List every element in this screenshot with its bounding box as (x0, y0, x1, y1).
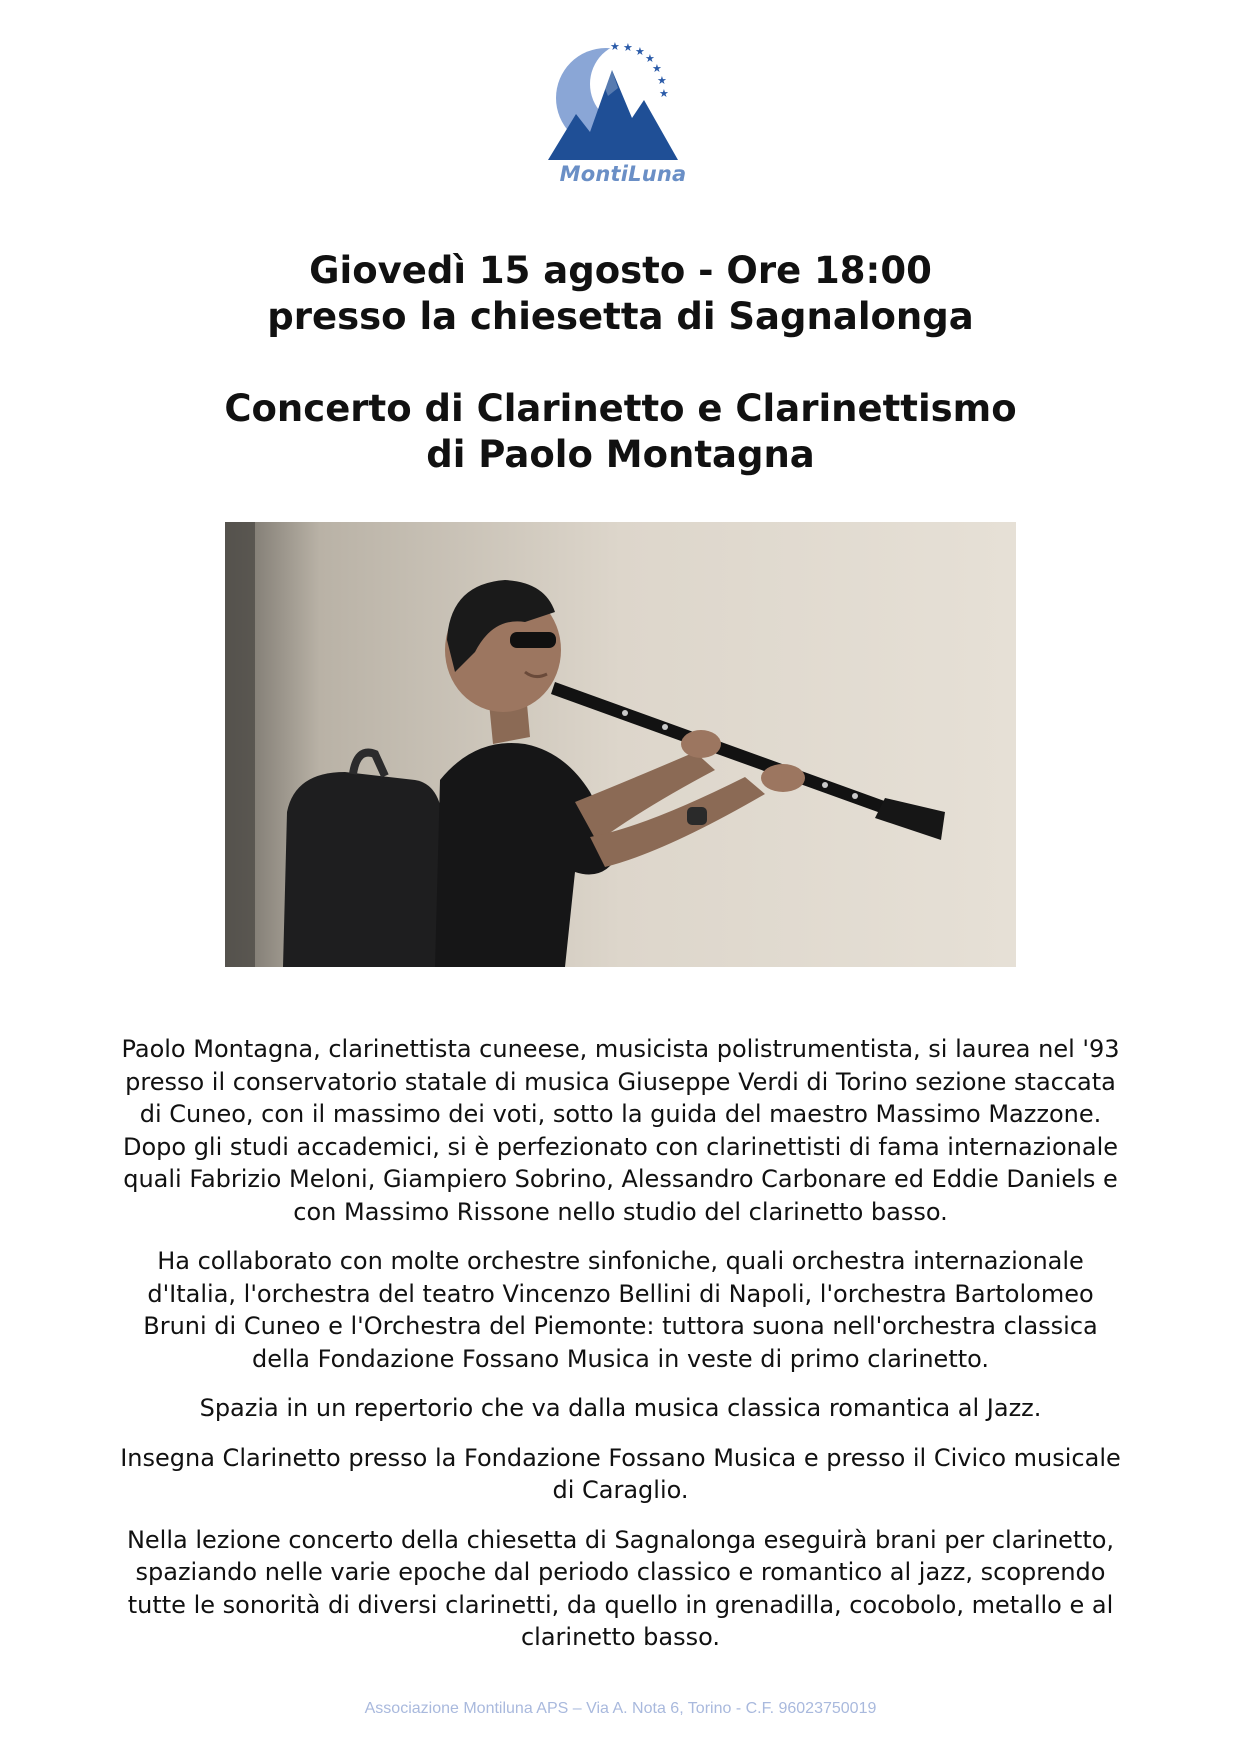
biography-paragraph: Paolo Montagna, clarinettista cuneese, musicista polistrumentista, si laurea nel '93 presso il conservatorio statale di musica Giuseppe Verdi di Torino sezione staccata di Cuneo, con il massimo dei voti, sotto la guida del maestro Massimo Mazzone. Dopo gli studi accademici, si è perfezionato con clarinettisti di fama internazionale quali Fabrizio Meloni, Giampiero Sobrino, Alessandro Carbonare ed Eddie Daniels e con Massimo Rissone nello studio del clarinetto basso. (121, 1035, 1120, 1226)
clarinetist-photo-illustration (225, 522, 1016, 967)
svg-text:★: ★ (635, 45, 645, 58)
concert-heading (100, 386, 1141, 478)
svg-text:★: ★ (657, 74, 667, 87)
footer-association-info: Associazione Montiluna APS – Via A. Nota 6, Torino - C.F. 96023750019 (364, 1700, 877, 1717)
biography-paragraph: Ha collaborato con molte orchestre sinfoniche, quali orchestra internazionale d'Italia, l'orchestra del teatro Vincenzo Bellini di Napoli, l'orchestra Bartolomeo Bruni di Cuneo e l'Orchestra del Piemonte: tuttora suona nell'orchestra classica della Fondazione Fossano Musica in veste di primo clarinetto. (143, 1247, 1098, 1373)
artist-biography (118, 1033, 1123, 1671)
clarinetist-photo (225, 522, 1016, 967)
moon-mountains-stars-icon (548, 40, 698, 165)
svg-text:★: ★ (659, 87, 669, 100)
svg-text:★: ★ (610, 40, 620, 53)
svg-text:★: ★ (645, 52, 655, 65)
montiluna-logo (548, 40, 698, 190)
biography-paragraph: Spazia in un repertorio che va dalla musica classica romantica al Jazz. (199, 1394, 1042, 1422)
concert-artist: di Paolo Montagna (426, 433, 815, 476)
svg-text:★: ★ (623, 41, 633, 54)
biography-paragraph: Insegna Clarinetto presso la Fondazione Fossano Musica e presso il Civico musicale di Caraglio. (120, 1443, 1121, 1504)
concert-title: Concerto di Clarinetto e Clarinettismo (224, 387, 1017, 430)
logo-text: MontiLuna (559, 162, 687, 186)
event-date-time: Giovedì 15 agosto - Ore 18:00 (309, 249, 932, 292)
biography-paragraph: Nella lezione concerto della chiesetta di Sagnalonga eseguirà brani per clarinetto, spaziando nelle varie epoche dal periodo classico e romantico al jazz, scoprendo tutte le sonorità di diversi clarinetti, da quello in grenadilla, cocobolo, metallo e al clarinetto basso. (126, 1525, 1115, 1651)
event-heading (100, 248, 1141, 340)
event-location: presso la chiesetta di Sagnalonga (267, 295, 974, 338)
svg-text:★: ★ (652, 62, 662, 75)
